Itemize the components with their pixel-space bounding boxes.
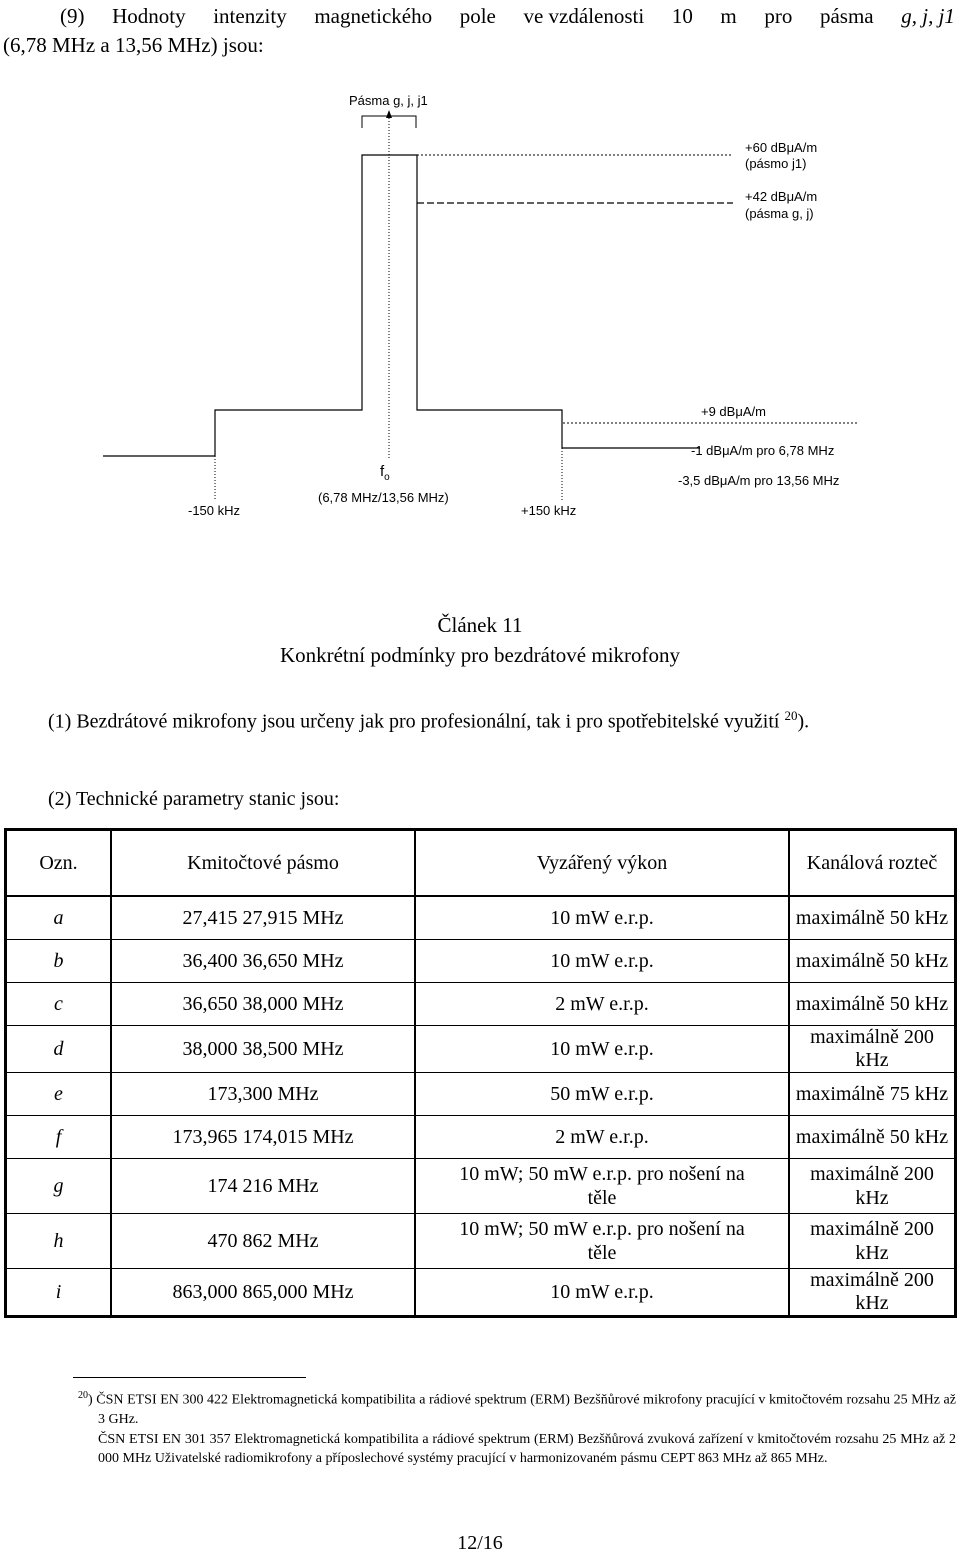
cell-frequency: 470 862 MHz [111, 1214, 415, 1269]
intro-word: pole [459, 4, 496, 28]
level-1356-label: -3,5 dBμA/m pro 13,56 MHz [678, 473, 840, 488]
f0-subscript: o [384, 472, 390, 483]
cell-power: 10 mW e.r.p. [415, 896, 789, 940]
parameters-table [4, 828, 957, 1318]
article-number: Článek 11 [437, 613, 523, 637]
cell-frequency: 36,400 36,650 MHz [111, 940, 415, 983]
band-arrow [386, 110, 392, 118]
cell-frequency: 173,300 MHz [111, 1073, 415, 1116]
table-row [6, 896, 956, 940]
paragraph-1-text: (1) Bezdrátové mikrofony jsou určeny jak pro profesionální, tak i pro spotřebitelské využití [48, 710, 780, 733]
header-channel-spacing: Kanálová rozteč [806, 851, 938, 874]
cell-frequency: 174 216 MHz [111, 1159, 415, 1214]
table-row [6, 1073, 956, 1116]
cell-designation: a [6, 896, 112, 940]
cell-frequency: 36,650 38,000 MHz [111, 983, 415, 1026]
plus150-label: +150 kHz [521, 503, 577, 518]
cell-spacing: maximálně 200 kHz [789, 1026, 956, 1073]
level-g-label: +42 dBμA/m [745, 189, 818, 204]
intro-word: intenzity [213, 4, 287, 28]
level-678-label: -1 dBμA/m pro 6,78 MHz [691, 443, 835, 458]
table-row [6, 1269, 956, 1317]
paragraph-1 [5, 702, 958, 736]
cell-designation: i [6, 1269, 112, 1317]
f0-note: (6,78 MHz/13,56 MHz) [318, 490, 449, 505]
header-radiated-power: Vyzářený výkon [415, 830, 789, 897]
paragraph-1-tail: ). [797, 710, 810, 733]
page-number: 12/16 [457, 1532, 503, 1554]
intro-word: (9) [60, 4, 85, 28]
footnote-number: 20 [78, 1390, 88, 1401]
cell-designation: c [6, 983, 112, 1026]
spectrum-mask-diagram [0, 80, 960, 520]
cell-power: 10 mW; 50 mW e.r.p. pro nošení na těle [415, 1159, 789, 1214]
cell-designation: h [6, 1214, 112, 1269]
table-header-row [6, 830, 956, 897]
cell-designation: e [6, 1073, 112, 1116]
table-row [6, 940, 956, 983]
footnote-ref[interactable]: 20 [784, 708, 798, 723]
cell-spacing: maximálně 50 kHz [789, 940, 956, 983]
cell-spacing: maximálně 50 kHz [789, 983, 956, 1026]
level-9-label: +9 dBμA/m [701, 404, 766, 419]
level-g-note: (pásma g, j) [745, 206, 814, 221]
cell-frequency: 863,000 865,000 MHz [111, 1269, 415, 1317]
intro-word: ve vzdálenosti [523, 4, 645, 28]
cell-power: 50 mW e.r.p. [415, 1073, 789, 1116]
table-row [6, 1214, 956, 1269]
cell-spacing: maximálně 200 kHz [789, 1214, 956, 1269]
intro-word: pro [764, 4, 793, 28]
cell-power: 10 mW e.r.p. [415, 940, 789, 983]
header-frequency-band: Kmitočtové pásmo [111, 830, 415, 897]
cell-designation: b [6, 940, 112, 983]
paragraph-2: (2) Technické parametry stanic jsou: [48, 788, 340, 810]
band-label: Pásma g, j, j1 [349, 93, 428, 108]
level-j1-note: (pásmo j1) [745, 156, 807, 171]
cell-spacing: maximálně 200 kHz [789, 1159, 956, 1214]
footnote [60, 1386, 956, 1469]
table-row [6, 1159, 956, 1214]
minus150-label: -150 kHz [188, 503, 241, 518]
cell-spacing: maximálně 200 kHz [789, 1269, 956, 1317]
cell-power: 2 mW e.r.p. [415, 983, 789, 1026]
intro-word: m [720, 4, 737, 28]
intro-word: Hodnoty [112, 4, 186, 28]
intro-word: 10 [671, 4, 693, 28]
intro-bands: g, j, j1 [901, 4, 955, 28]
intro-line-1 [60, 2, 955, 31]
intro-word: magnetického [314, 4, 433, 28]
cell-power: 2 mW e.r.p. [415, 1116, 789, 1159]
intro-line-2: (6,78 MHz a 13,56 MHz) jsou: [3, 33, 264, 57]
footnote-text-1: ) ČSN ETSI EN 300 422 Elektromagnetická kompatibilita a rádiové spektrum (ERM) Bezšňůrové mikrofony pracující v kmitočtovém rozsahu 25 MHz až 3 GHz. [88, 1392, 956, 1428]
footnote-entry-1 [60, 1386, 956, 1430]
intro-paragraph [3, 2, 955, 60]
header-designation: Ozn. [6, 830, 112, 897]
intro-word: pásma [819, 4, 874, 28]
cell-designation: d [6, 1026, 112, 1073]
f0-label [380, 463, 390, 483]
footnote-rule [73, 1377, 306, 1378]
cell-power: 10 mW; 50 mW e.r.p. pro nošení na těle [415, 1214, 789, 1269]
f0-symbol: f [380, 463, 385, 480]
footnote-entry-2: ČSN ETSI EN 301 357 Elektromagnetická kompatibilita a rádiové spektrum (ERM) Bezšňůrová zvuková zařízení v kmitočtovém rozsahu 25 MHz až 2 000 MHz Uživatelské radiomikrofony a příposlechové systémy pracující v harmonizovaném pásmu CEPT 863 MHz až 865 MHz. [98, 1431, 956, 1467]
cell-power: 10 mW e.r.p. [415, 1026, 789, 1073]
cell-frequency: 27,415 27,915 MHz [111, 896, 415, 940]
cell-designation: g [6, 1159, 112, 1214]
level-j1-label: +60 dBμA/m [745, 140, 818, 155]
cell-frequency: 38,000 38,500 MHz [111, 1026, 415, 1073]
table-row [6, 1116, 956, 1159]
table-row [6, 1026, 956, 1073]
cell-designation: f [6, 1116, 112, 1159]
table-row [6, 983, 956, 1026]
mask-outline [103, 155, 700, 456]
cell-frequency: 173,965 174,015 MHz [111, 1116, 415, 1159]
article-title: Konkrétní podmínky pro bezdrátové mikrofony [279, 643, 681, 667]
cell-spacing: maximálně 75 kHz [789, 1073, 956, 1116]
cell-power: 10 mW e.r.p. [415, 1269, 789, 1317]
cell-spacing: maximálně 50 kHz [789, 1116, 956, 1159]
cell-spacing: maximálně 50 kHz [789, 896, 956, 940]
